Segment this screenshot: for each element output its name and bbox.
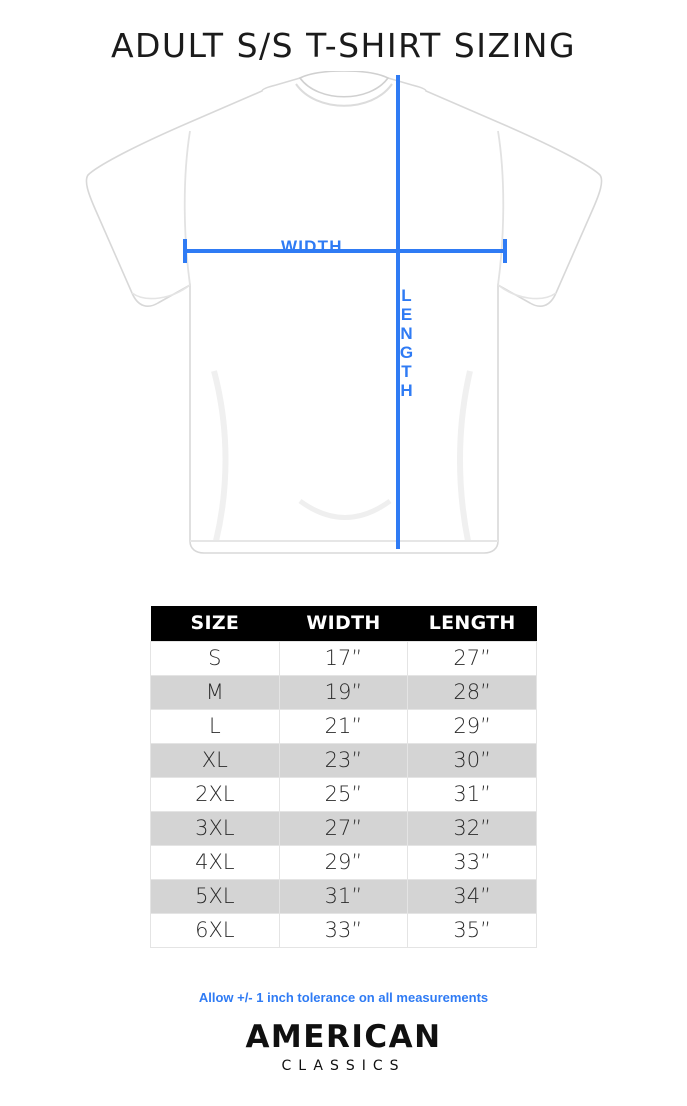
cell-length: 35” <box>408 914 537 948</box>
cell-length: 33” <box>408 846 537 880</box>
cell-length: 32” <box>408 812 537 846</box>
cell-width: 29” <box>279 846 408 880</box>
table-row <box>151 676 537 710</box>
cell-size: S <box>151 642 280 676</box>
table-row <box>151 914 537 948</box>
table-row <box>151 880 537 914</box>
brand-name: AMERICAN <box>245 1019 442 1055</box>
cell-size: 4XL <box>151 846 280 880</box>
cell-length: 28” <box>408 676 537 710</box>
cell-width: 17” <box>279 642 408 676</box>
tshirt-diagram <box>0 71 687 561</box>
column-header-size: SIZE <box>151 606 280 642</box>
table-row <box>151 710 537 744</box>
table-header-row <box>151 606 537 642</box>
tshirt-illustration <box>0 71 687 561</box>
page-title: ADULT S/S T-SHIRT SIZING <box>110 26 577 65</box>
column-header-length: LENGTH <box>408 606 537 642</box>
table-row <box>151 778 537 812</box>
cell-size: M <box>151 676 280 710</box>
cell-length: 29” <box>408 710 537 744</box>
cell-width: 31” <box>279 880 408 914</box>
brand-tagline: CLASSICS <box>281 1058 406 1074</box>
cell-size: 2XL <box>151 778 280 812</box>
table-row <box>151 846 537 880</box>
table-row <box>151 642 537 676</box>
cell-width: 25” <box>279 778 408 812</box>
cell-width: 23” <box>279 744 408 778</box>
cell-width: 27” <box>279 812 408 846</box>
cell-width: 19” <box>279 676 408 710</box>
cell-width: 33” <box>279 914 408 948</box>
cell-size: 5XL <box>151 880 280 914</box>
cell-size: L <box>151 710 280 744</box>
width-label: WIDTH <box>281 237 343 256</box>
tolerance-note: Allow +/- 1 inch tolerance on all measurements <box>198 990 489 1005</box>
table-row <box>151 744 537 778</box>
cell-size: 6XL <box>151 914 280 948</box>
brand-logo <box>0 1019 687 1074</box>
table-row <box>151 812 537 846</box>
cell-width: 21” <box>279 710 408 744</box>
cell-size: 3XL <box>151 812 280 846</box>
cell-size: XL <box>151 744 280 778</box>
cell-length: 27” <box>408 642 537 676</box>
column-header-width: WIDTH <box>279 606 408 642</box>
size-table <box>150 606 537 948</box>
cell-length: 34” <box>408 880 537 914</box>
length-label: LENGTH <box>397 286 416 400</box>
size-chart <box>150 606 537 948</box>
cell-length: 30” <box>408 744 537 778</box>
cell-length: 31” <box>408 778 537 812</box>
